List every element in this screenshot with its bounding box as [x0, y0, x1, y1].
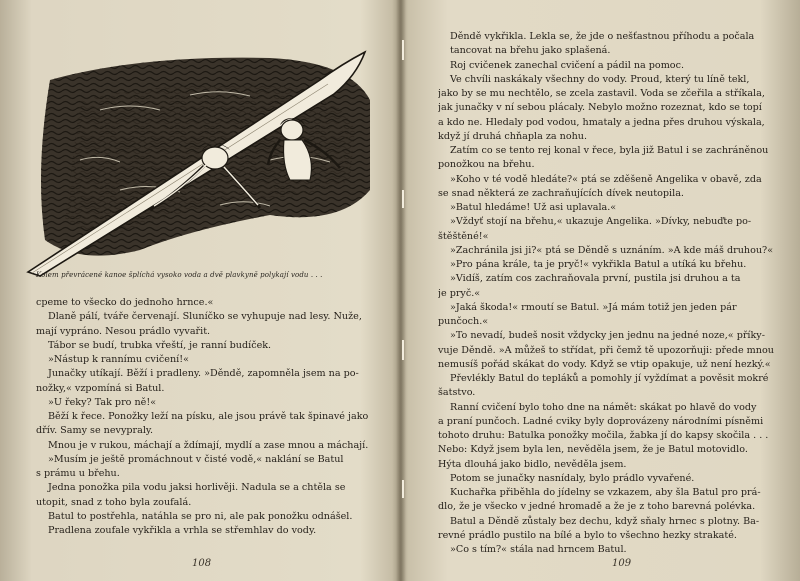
illustration-caption: Kolem převrácené kanoe šplíchá vysoko voda a dvě plavkyně polykají vodu . . . — [36, 271, 323, 279]
text-line: dřív. Samy se nevypraly. — [36, 425, 154, 437]
text-line: Dlaně pálí, tváře červenají. Sluníčko se vyhupuje nad lesy. Nuže, — [48, 311, 362, 323]
text-line: Junačky utíkají. Běží i pradleny. »Děndě, zapomněla jsem na po- — [48, 368, 359, 380]
text-line: Hýta dlouhá jako bidlo, nevěděla jsem. — [438, 458, 627, 470]
text-line: Batul a Děndě zůstaly bez dechu, když sňaly hrnec s plotny. Ba- — [450, 515, 760, 527]
page-number-left: 108 — [192, 558, 212, 569]
text-line: cpeme to všecko do jednoho hrnce.« — [36, 297, 214, 308]
text-line: Batul to postřehla, natáhla se pro ni, ale pak ponožku odnášel. — [48, 510, 353, 522]
left-page-text — [36, 296, 376, 538]
text-line: Mnou je v rukou, máchají a ždímají, mydlí a zase mnou a máchají. — [48, 439, 369, 451]
text-line: ponožkou na břehu. — [438, 159, 535, 171]
text-line: nožky,« vzpomíná si Batul. — [36, 382, 165, 394]
text-line: Převlékly Batul do tepláků a pomohly jí vyždímat a pověsit mokré — [450, 373, 769, 384]
text-line: a praní punčoch. Ladné cviky byly doprovázeny národními písněmi — [438, 415, 764, 427]
text-line: »Musím je ještě promáchnout v čisté vodě,« naklání se Batul — [48, 453, 344, 465]
text-line: štěštěné!« — [438, 230, 489, 242]
text-line: dlo, že je všecko v jedné hromadě a že je z toho barevná polévka. — [438, 501, 756, 513]
binding-thread — [402, 40, 404, 60]
text-line: jak junačky v ní sebou plácaly. Nebylo možno rozeznat, kdo se topí — [438, 102, 762, 114]
text-line: tohoto druhu: Batulka ponožky močila, žabka jí do kapsy skočila . . . — [438, 430, 769, 441]
text-line: Zatím co se tento rej konal v řece, byla již Batul i se zachráněnou — [450, 145, 769, 156]
text-line: revné prádlo pustilo na bílé a bylo to všechno hezky strakaté. — [438, 529, 737, 541]
text-line: Ranní cvičení bylo toho dne na námět: skákat po hlavě do vody — [450, 401, 757, 413]
text-line: »U řeky? Tak pro ně!« — [48, 396, 157, 408]
text-line: punčoch.« — [438, 316, 489, 327]
text-line: vuje Děndě. »A můžeš to střídat, při čemž tě upozorňuji: přede mnou — [438, 344, 774, 356]
text-line: Nebo: Když jsem byla len, nevěděla jsem, že je Batul motovidlo. — [438, 444, 748, 456]
text-line: »To nevadí, budeš nosit vždycky jen jednu na jedné noze,« příky- — [450, 330, 765, 342]
text-line: Pradlena zoufale vykřikla a vrhla se střemhlav do vody. — [48, 525, 317, 536]
binding-thread — [402, 190, 404, 208]
text-line: jako by se mu nechtělo, se zcela zastavil. Voda se zčeřila a stříkala, — [438, 88, 765, 99]
text-line: nemusíš pořád skákat do vody. Když se vtip opakuje, už není hezký.« — [438, 358, 771, 370]
text-line: »Nástup k rannímu cvičení!« — [48, 354, 189, 365]
text-line: Děndě vykřikla. Lekla se, že jde o nešťastnou příhodu a počala — [450, 31, 755, 42]
text-line: »Co s tím?« stála nad hrncem Batul. — [450, 544, 627, 555]
binding-thread — [402, 340, 404, 360]
text-line: Běží k řece. Ponožky leží na písku, ale jsou právě tak špinavé jako — [48, 411, 369, 422]
text-line: Potom se junačky nasnídaly, bylo prádlo vyvařené. — [450, 472, 695, 484]
text-line: Ve chvíli naskákaly všechny do vody. Proud, který tu líně tekl, — [450, 73, 750, 85]
text-line: a kdo ne. Hledaly pod vodou, hmataly a jedna přes druhou výskala, — [438, 116, 765, 128]
right-page — [400, 0, 800, 581]
text-line: »Zachránila jsi ji?« ptá se Děndě s uznáním. »A kde máš druhou?« — [450, 244, 774, 256]
text-line: »Batul hledáme! Už asi uplavala.« — [450, 202, 617, 213]
text-line: Jedna ponožka pila vodu jaksi horlivěji. Nadula se a chtěla se — [48, 482, 346, 494]
text-line: šatstvo. — [438, 387, 476, 399]
canoe-illustration — [20, 40, 380, 285]
text-line: »Koho v té vodě hledáte?« ptá se zděšeně Angelika v obavě, zda — [450, 173, 762, 185]
text-line: »Vidíš, zatím cos zachraňovala první, pustila jsi druhou a ta — [450, 273, 741, 285]
text-line: »Pro pána krále, ta je pryč!« vykřikla Batul a utíká ku břehu. — [450, 259, 747, 270]
text-line: »Jaká škoda!« rmoutí se Batul. »Já mám totiž jen jeden pár — [450, 301, 737, 313]
text-line: s prámu u břehu. — [36, 468, 120, 479]
book-gutter — [396, 0, 406, 581]
text-line: když jí druhá chňapla za nohu. — [438, 130, 588, 142]
text-line: se snad některá ze zachraňujících dívek neutopila. — [438, 187, 684, 199]
text-line: »Vždyť stojí na břehu,« ukazuje Angelika. »Dívky, nebuďte po- — [450, 216, 752, 228]
text-line: Kuchařka přiběhla do jídelny se vzkazem, aby šla Batul pro prá- — [450, 487, 761, 498]
text-line: je pryč.« — [438, 287, 481, 299]
text-line: utopit, snad z toho byla zoufalá. — [36, 496, 192, 508]
text-line: tancovat na břehu jako splašená. — [450, 45, 611, 57]
binding-thread — [402, 480, 404, 498]
right-page-text — [438, 30, 786, 557]
text-line: Tábor se budí, trubka vřeští, je ranní budíček. — [48, 339, 272, 351]
text-line: Roj cvičenek zanechal cvičení a pádil na pomoc. — [450, 59, 685, 71]
page-number-right: 109 — [612, 558, 632, 569]
text-line: mají vypráno. Nesou prádlo vyvařit. — [36, 325, 211, 337]
